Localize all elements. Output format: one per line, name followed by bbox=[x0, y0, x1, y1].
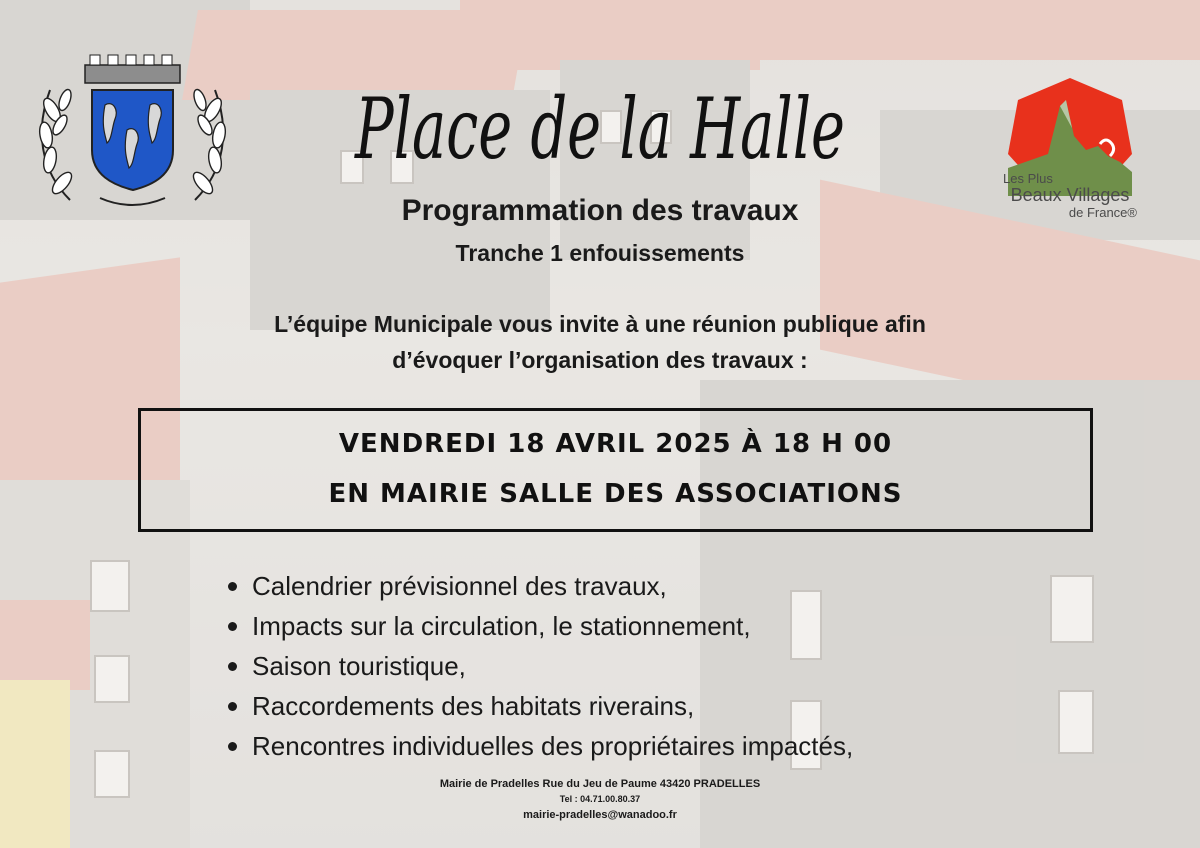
page-title bbox=[340, 48, 860, 198]
subtitle-tranche: Tranche 1 enfouissements bbox=[455, 240, 745, 266]
event-location: EN MAIRIE SALLE DES ASSOCIATIONS bbox=[328, 479, 903, 509]
event-box bbox=[138, 408, 1093, 532]
list-item: Saison touristique, bbox=[226, 646, 853, 686]
footer bbox=[0, 776, 1200, 824]
event-date: VENDREDI 18 AVRIL 2025 À 18 H 00 bbox=[338, 429, 893, 459]
plus-beaux-villages-text: Les Plus Beaux Villages de France® bbox=[1003, 171, 1137, 221]
list-item: Rencontres individuelles des propriétaires impactés, bbox=[226, 726, 853, 766]
footer-email[interactable]: mairie-pradelles@wanadoo.fr bbox=[523, 809, 677, 821]
svg-text:Place de la Halle: Place de la Halle bbox=[353, 80, 845, 178]
list-item: Raccordements des habitats riverains, bbox=[226, 686, 853, 726]
invitation-line-2: d’évoquer l’organisation des travaux : bbox=[392, 347, 808, 373]
footer-address: Mairie de Pradelles Rue du Jeu de Paume 43420 PRADELLES bbox=[439, 778, 761, 790]
list-item: Calendrier prévisionnel des travaux, bbox=[226, 566, 853, 606]
agenda-list bbox=[226, 566, 853, 766]
invitation-line-1: L’équipe Municipale vous invite à une réunion publique afin bbox=[274, 311, 926, 337]
footer-tel: Tel : 04.71.00.80.37 bbox=[559, 794, 641, 804]
subtitle: Programmation des travaux bbox=[401, 194, 799, 227]
invitation-text bbox=[0, 306, 1200, 378]
list-item: Impacts sur la circulation, le stationnement, bbox=[226, 606, 853, 646]
